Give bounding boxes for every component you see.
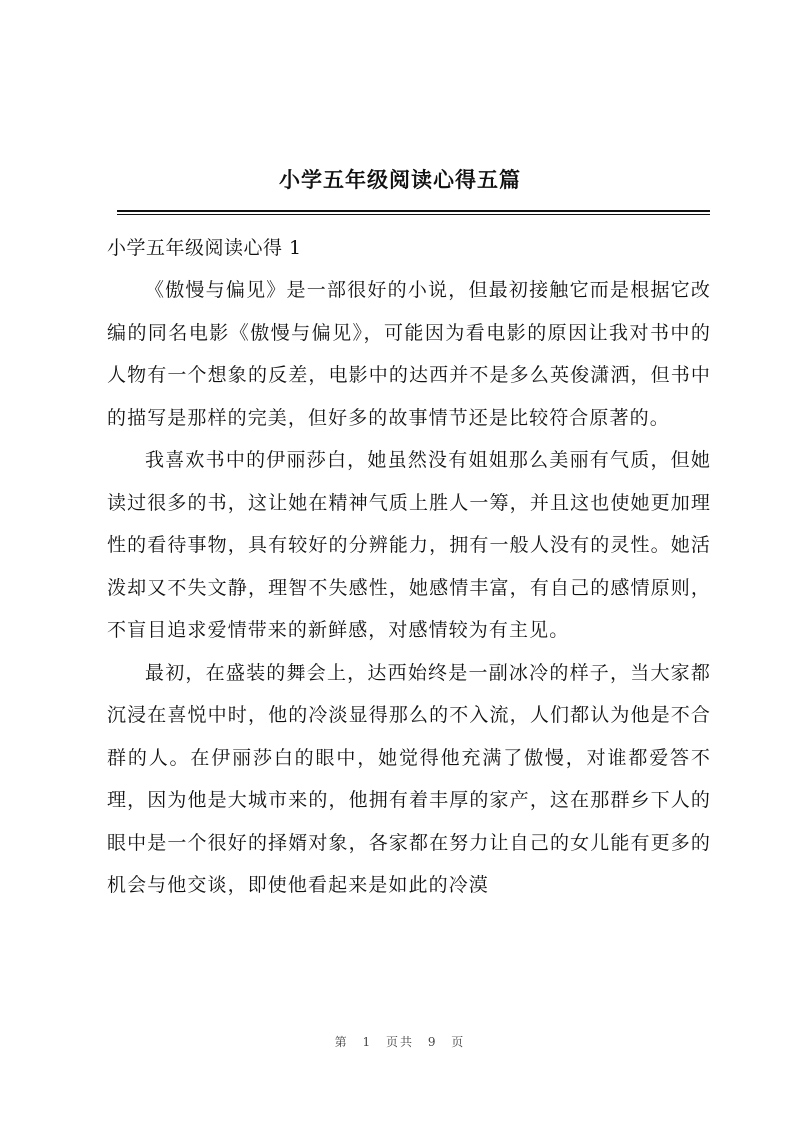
section-heading: 小学五年级阅读心得 1 [107, 237, 302, 259]
title-divider-thick [117, 210, 710, 212]
footer-total-pages: 9 [427, 1035, 438, 1049]
title-divider-thin [117, 214, 710, 215]
footer-current-page: 1 [362, 1035, 373, 1049]
document-title: 小学五年级阅读心得五篇 [279, 167, 521, 192]
footer-label-end: 页 [451, 1035, 466, 1049]
paragraph-3: 最初，在盛装的舞会上，达西始终是一副冰冷的样子，当大家都沉浸在喜悦中时，他的冷淡显得那么的不入流，人们都认为他是不合群的人。在伊丽莎白的眼中，她觉得他充满了傲慢，对谁都爱答不理，因为他是大城市来的，他拥有着丰厚的家产，这在那群乡下人的眼中是一个很好的择婿对象，各家都在努力让自己的女儿能有更多的机会与他交谈，即使他看起来是如此的冷漠 [107, 661, 711, 896]
paragraph-1: 《傲慢与偏见》是一部很好的小说，但最初接触它而是根据它改编的同名电影《傲慢与偏见》，可能因为看电影的原因让我对书中的人物有一个想象的反差，电影中的达西并不是多么英俊潇洒，但书中的描写是那样的完美，但好多的故事情节还是比较符合原著的。 [107, 279, 711, 429]
paragraph-2: 我喜欢书中的伊丽莎白，她虽然没有姐姐那么美丽有气质，但她读过很多的书，这让她在精神气质上胜人一筹，并且这也使她更加理性的看待事物，具有较好的分辨能力，拥有一般人没有的灵性。她活泼却又不失文静，理智不失感性，她感情丰富，有自己的感情原则，不盲目追求爱情带来的新鲜感，对感情较为有主见。 [107, 449, 711, 641]
footer-label-page: 第 [334, 1035, 349, 1049]
page-footer [0, 1033, 800, 1050]
document-body [107, 227, 711, 907]
footer-label-of: 页共 [385, 1035, 414, 1049]
